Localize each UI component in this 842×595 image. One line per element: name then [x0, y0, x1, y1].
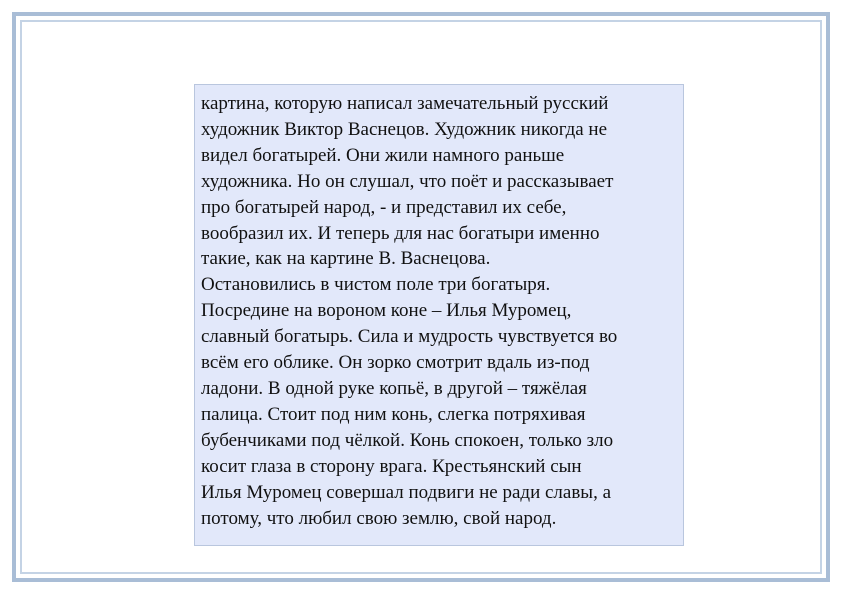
- text-line: косит глаза в сторону врага. Крестьянский сын: [201, 455, 582, 477]
- text-line: картина, которую написал замечательный русский: [201, 93, 609, 114]
- text-line: Посредине на вороном коне – Илья Муромец,: [201, 300, 572, 322]
- text-box: [194, 84, 684, 546]
- text-line: славный богатырь. Сила и мудрость чувствуется во: [201, 326, 618, 348]
- text-line: бубенчиками под чёлкой. Конь спокоен, только зло: [201, 429, 614, 451]
- text-line: художник Виктор Васнецов. Художник никогда не: [201, 118, 608, 140]
- text-line: Остановились в чистом поле три богатыря.: [201, 274, 551, 296]
- text-line: такие, как на картине В. Васнецова.: [201, 248, 491, 270]
- text-line: видел богатырей. Они жили намного раньше: [201, 144, 565, 166]
- text-line: Илья Муромец совершал подвиги не ради славы, а: [201, 481, 612, 503]
- text-line: художника. Но он слушал, что поёт и рассказывает: [201, 170, 614, 192]
- text-line: палица. Стоит под ним конь, слегка потряхивая: [201, 403, 586, 425]
- text-line: про богатырей народ, - и представил их себе,: [201, 196, 567, 218]
- text-line: ладони. В одной руке копьё, в другой – тяжёлая: [201, 377, 587, 399]
- text-line: всём его облике. Он зорко смотрит вдаль из-под: [201, 352, 590, 374]
- text-line: вообразил их. И теперь для нас богатыри именно: [201, 222, 600, 244]
- text-line: потому, что любил свою землю, свой народ.: [201, 507, 557, 529]
